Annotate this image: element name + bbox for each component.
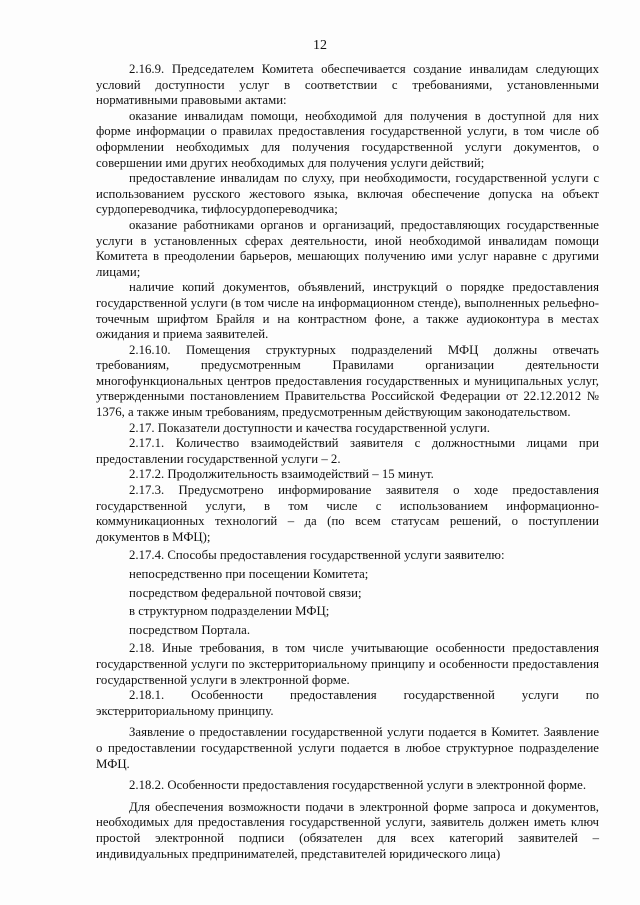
- list-item-post: посредством федеральной почтовой связи;: [129, 585, 362, 600]
- paragraph-2-17-3: 2.17.3. Предусмотрено информирование заявителя о ходе предоставления государственной услуги, в том числе с использованием информационно-коммуникационных технологий – да (по всем статусам решений, о поступлении документов в МФЦ);: [96, 483, 599, 544]
- document-body: [96, 62, 599, 862]
- paragraph-2-16-10: 2.16.10. Помещения структурных подразделений МФЦ должны отвечать требованиям, предусмотренным Правилами организации деятельности многофункциональных центров предоставления государственных и муниципальных услуг, утвержденными постановлением Правительства Российской Федерации от 22.12.2012 № 1376, а также иным требованиям, предусмотренным действующим законодательством.: [96, 342, 599, 420]
- list-item-committee: непосредственно при посещении Комитета;: [129, 567, 369, 581]
- list-item-portal: посредством Портала.: [129, 622, 251, 637]
- paragraph-sign-language: предоставление инвалидам по слуху, при необходимости, государственной услуги с использованием русского жестового языка, включая обеспечение допуска на объект сурдопереводчика, тифлосурдопереводчика;: [96, 171, 599, 217]
- paragraph-braille: наличие копий документов, объявлений, инструкций о порядке предоставления государственной услуги (в том числе на информационном стенде), выполненных рельефно-точечным шрифтом Брайля и на контрастном фоне, а также аудиоконтура в местах ожидания и приема заявителей.: [96, 280, 599, 342]
- paragraph-2-17-1: 2.17.1. Количество взаимодействий заявителя с должностными лицами при предоставлении государственной услуги – 2.: [96, 436, 599, 466]
- paragraph-2-18-2: 2.18.2. Особенности предоставления государственной услуги в электронной форме.: [129, 778, 587, 793]
- paragraph-staff-help: оказание работниками органов и организаций, предоставляющих государственные услуги в установленных сферах деятельности, иной необходимой инвалидам помощи Комитета в преодолении барьеров, мешающих получению ими услуг наравне с другими лицами;: [96, 217, 599, 279]
- paragraph-2-17: 2.17. Показатели доступности и качества государственной услуги.: [129, 420, 490, 435]
- paragraph-electronic-signature: Для обеспечения возможности подачи в электронной форме запроса и документов, необходимых для предоставления государственной услуги, заявитель должен иметь ключ простой электронной подписи (обязателен для всех категорий заявителей – индивидуальных предпринимателей, представителей юридического лица): [96, 799, 599, 861]
- paragraph-2-17-2: 2.17.2. Продолжительность взаимодействий – 15 минут.: [129, 467, 434, 482]
- paragraph-2-16-9: 2.16.9. Председателем Комитета обеспечивается создание инвалидам следующих условий доступности услуг в соответствии с требованиями, установленными нормативными правовыми актами:: [96, 62, 599, 108]
- paragraph-2-17-4: 2.17.4. Способы предоставления государственной услуги заявителю:: [129, 548, 505, 563]
- paragraph-2-18: 2.18. Иные требования, в том числе учитывающие особенности предоставления государственной услуги по экстерриториальному принципу и особенности предоставления государственной услуги в электронной форме.: [96, 641, 599, 687]
- paragraph-assistance: оказание инвалидам помощи, необходимой для получения в доступной для них форме информации о правилах предоставления государственной услуги, в том числе об оформлении необходимых для получения государственной услуги документов, о совершении ими других необходимых для получения услуги действий;: [96, 108, 599, 170]
- page-number: 12: [313, 38, 327, 53]
- paragraph-2-18-1: 2.18.1. Особенности предоставления государственной услуги по экстерриториальному принципу.: [96, 688, 599, 718]
- list-item-mfc: в структурном подразделении МФЦ;: [129, 604, 330, 619]
- paragraph-application: Заявление о предоставлении государственной услуги подается в Комитет. Заявление о предоставлении государственной услуги подается в любое структурное подразделение МФЦ.: [96, 725, 599, 771]
